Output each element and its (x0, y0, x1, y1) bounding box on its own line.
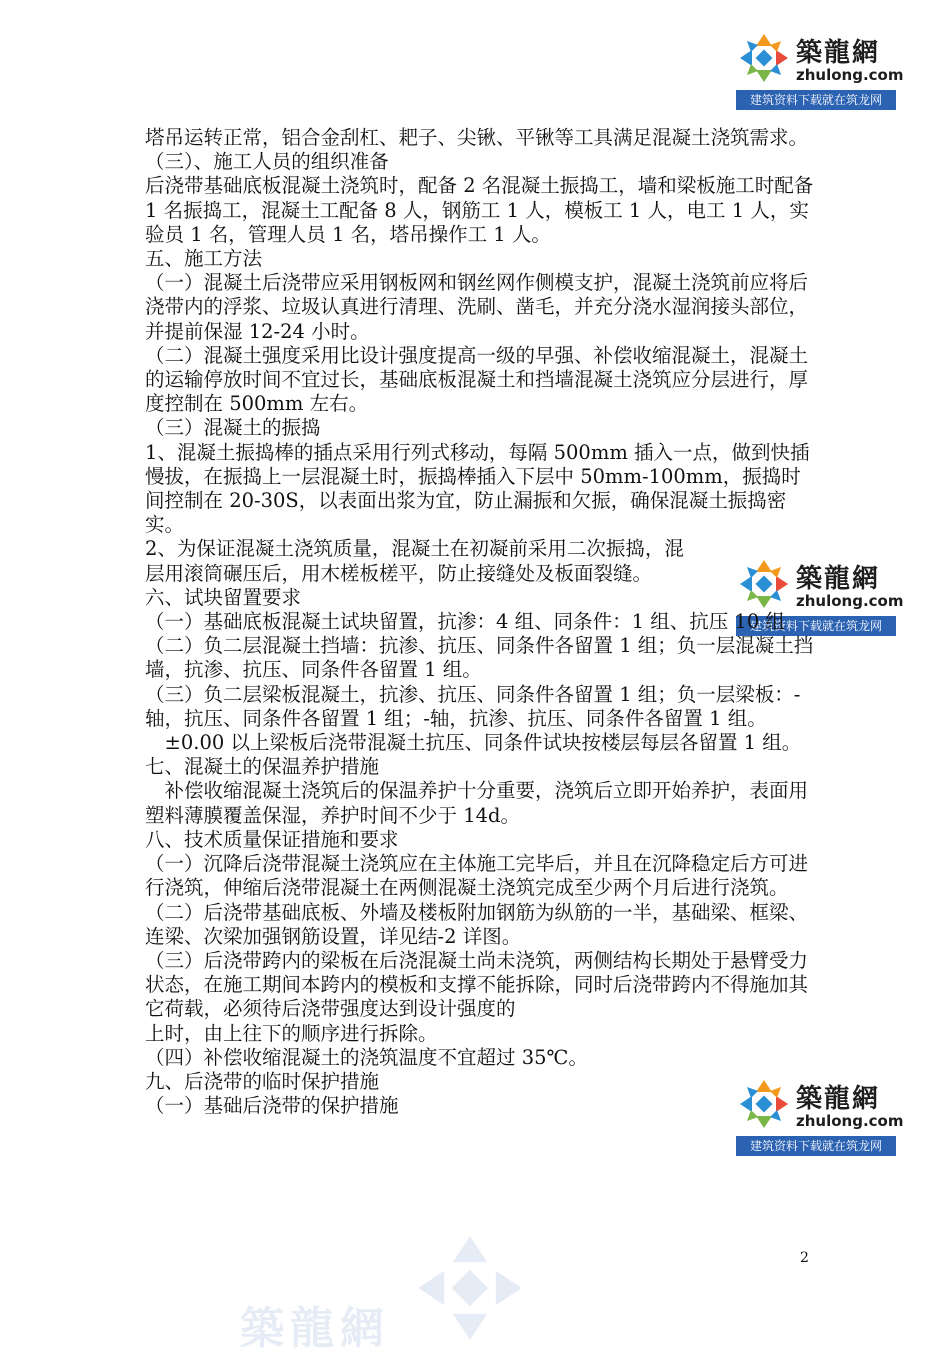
paragraph: （二）混凝土强度采用比设计强度提高一级的早强、补偿收缩混凝土，混凝土的运输停放时间不宜过长，基础底板混凝土和挡墙混凝土浇筑应分层进行，厚度控制在 500mm 左右。 (145, 343, 809, 416)
paragraph: （三）负二层梁板混凝土，抗渗、抗压、同条件各留置 1 组；负一层梁板：-轴，抗压、同条件各留置 1 组；-轴，抗渗、抗压、同条件各留置 1 组。 (145, 682, 801, 730)
logo-domain: zhulong.com (796, 66, 904, 84)
section-heading: （三）、施工人员的组织准备 (145, 150, 389, 174)
paragraph: （三）后浇带跨内的梁板在后浇混凝土尚未浇筑，两侧结构长期处于悬臂受力状态，在施工期间本跨内的模板和支撑不能拆除，同时后浇带跨内不得施加其它荷载，必须待后浇带强度达到设计强度的 (145, 948, 809, 1021)
paragraph: ±0.00 以上梁板后浇带混凝土抗压、同条件试块按楼层每层各留置 1 组。 (145, 731, 802, 755)
paragraph: （四）补偿收缩混凝土的浇筑温度不宜超过 35℃。 (145, 1045, 588, 1069)
paragraph: （二）负二层混凝土挡墙：抗渗、抗压、同条件各留置 1 组；负一层混凝土挡墙，抗渗、抗压、同条件各留置 1 组。 (145, 634, 814, 682)
logo-tagline: 建筑资料下载就在筑龙网 (736, 1136, 896, 1156)
zhulong-logo (736, 30, 904, 110)
logo-domain: zhulong.com (796, 592, 904, 610)
paragraph: （二）后浇带基础底板、外墙及楼板附加钢筋为纵筋的一半，基础梁、框梁、连梁、次梁加强钢筋设置，详见结-2 详图。 (145, 900, 809, 948)
snowflake-watermark-icon (410, 1232, 530, 1344)
logo-name: 築龍網 (796, 1084, 881, 1114)
section-heading: 六、试块留置要求 (145, 585, 302, 609)
paragraph: （一）沉降后浇带混凝土浇筑应在主体施工完毕后，并且在沉降稳定后方可进行浇筑，伸缩后浇带混凝土在两侧混凝土浇筑完成至少两个月后进行浇筑。 (145, 852, 809, 900)
paragraph: 1、混凝土振捣棒的插点采用行列式移动，每隔 500mm 插入一点，做到快插慢拔，在振捣上一层混凝土时，振捣棒插入下层中 50mm-100mm，振捣时间控制在 20-30S，以表面出浆为宜，防止漏振和欠振，确保混凝土振捣密实。 (145, 440, 810, 537)
snowflake-logo-icon (738, 32, 790, 84)
section-heading: 七、混凝土的保温养护措施 (145, 755, 380, 779)
section-heading: 八、技术质量保证措施和要求 (145, 827, 399, 851)
paragraph: （一）混凝土后浇带应采用钢板网和钢丝网作侧模支护，混凝土浇筑前应将后浇带内的浮浆、垃圾认真进行清理、洗刷、凿毛，并充分浇水湿润接头部位，并提前保湿 12-24 小时。 (145, 271, 809, 343)
section-heading: 五、施工方法 (145, 247, 263, 271)
paragraph: （一）基础底板混凝土试块留置，抗渗：4 组、同条件：1 组、抗压 10 组 (145, 610, 785, 634)
logo-name: 築龍網 (796, 38, 881, 68)
paragraph: 补偿收缩混凝土浇筑后的保温养护十分重要，浇筑后立即开始养护，表面用塑料薄膜覆盖保湿，养护时间不少于 14d。 (145, 779, 809, 827)
logo-domain: zhulong.com (796, 1112, 904, 1130)
logo-tagline: 建筑资料下载就在筑龙网 (736, 90, 896, 110)
watermark-text: 築龍網 (240, 1303, 390, 1354)
logo-tagline: 建筑资料下载就在筑龙网 (736, 616, 896, 636)
paragraph: 塔吊运转正常，铝合金刮杠、耙子、尖锹、平锹等工具满足混凝土浇筑需求。 (145, 126, 809, 149)
logo-name: 築龍網 (796, 564, 881, 594)
section-heading: 九、后浇带的临时保护措施 (145, 1069, 380, 1093)
section-heading: （三）混凝土的振捣 (145, 416, 321, 440)
watermark (240, 1232, 710, 1354)
page-number: 2 (800, 1250, 809, 1266)
paragraph: 层用滚筒碾压后，用木槎板槎平，防止接缝处及板面裂缝。 (145, 561, 653, 585)
paragraph: （一）基础后浇带的保护措施 (145, 1094, 399, 1118)
paragraph: 后浇带基础底板混凝土浇筑时，配备 2 名混凝土振捣工，墙和梁板施工时配备 1 名振捣工，混凝土工配备 8 人，钢筋工 1 人，模板工 1 人，电工 1 人，实验员 1 名，管理人员 1 名，塔吊操作工 1 人。 (145, 174, 820, 246)
paragraph: 上时，由上往下的顺序进行拆除。 (145, 1021, 438, 1045)
paragraph: 2、为保证混凝土浇筑质量，混凝土在初凝前采用二次振捣，混 (145, 537, 684, 561)
